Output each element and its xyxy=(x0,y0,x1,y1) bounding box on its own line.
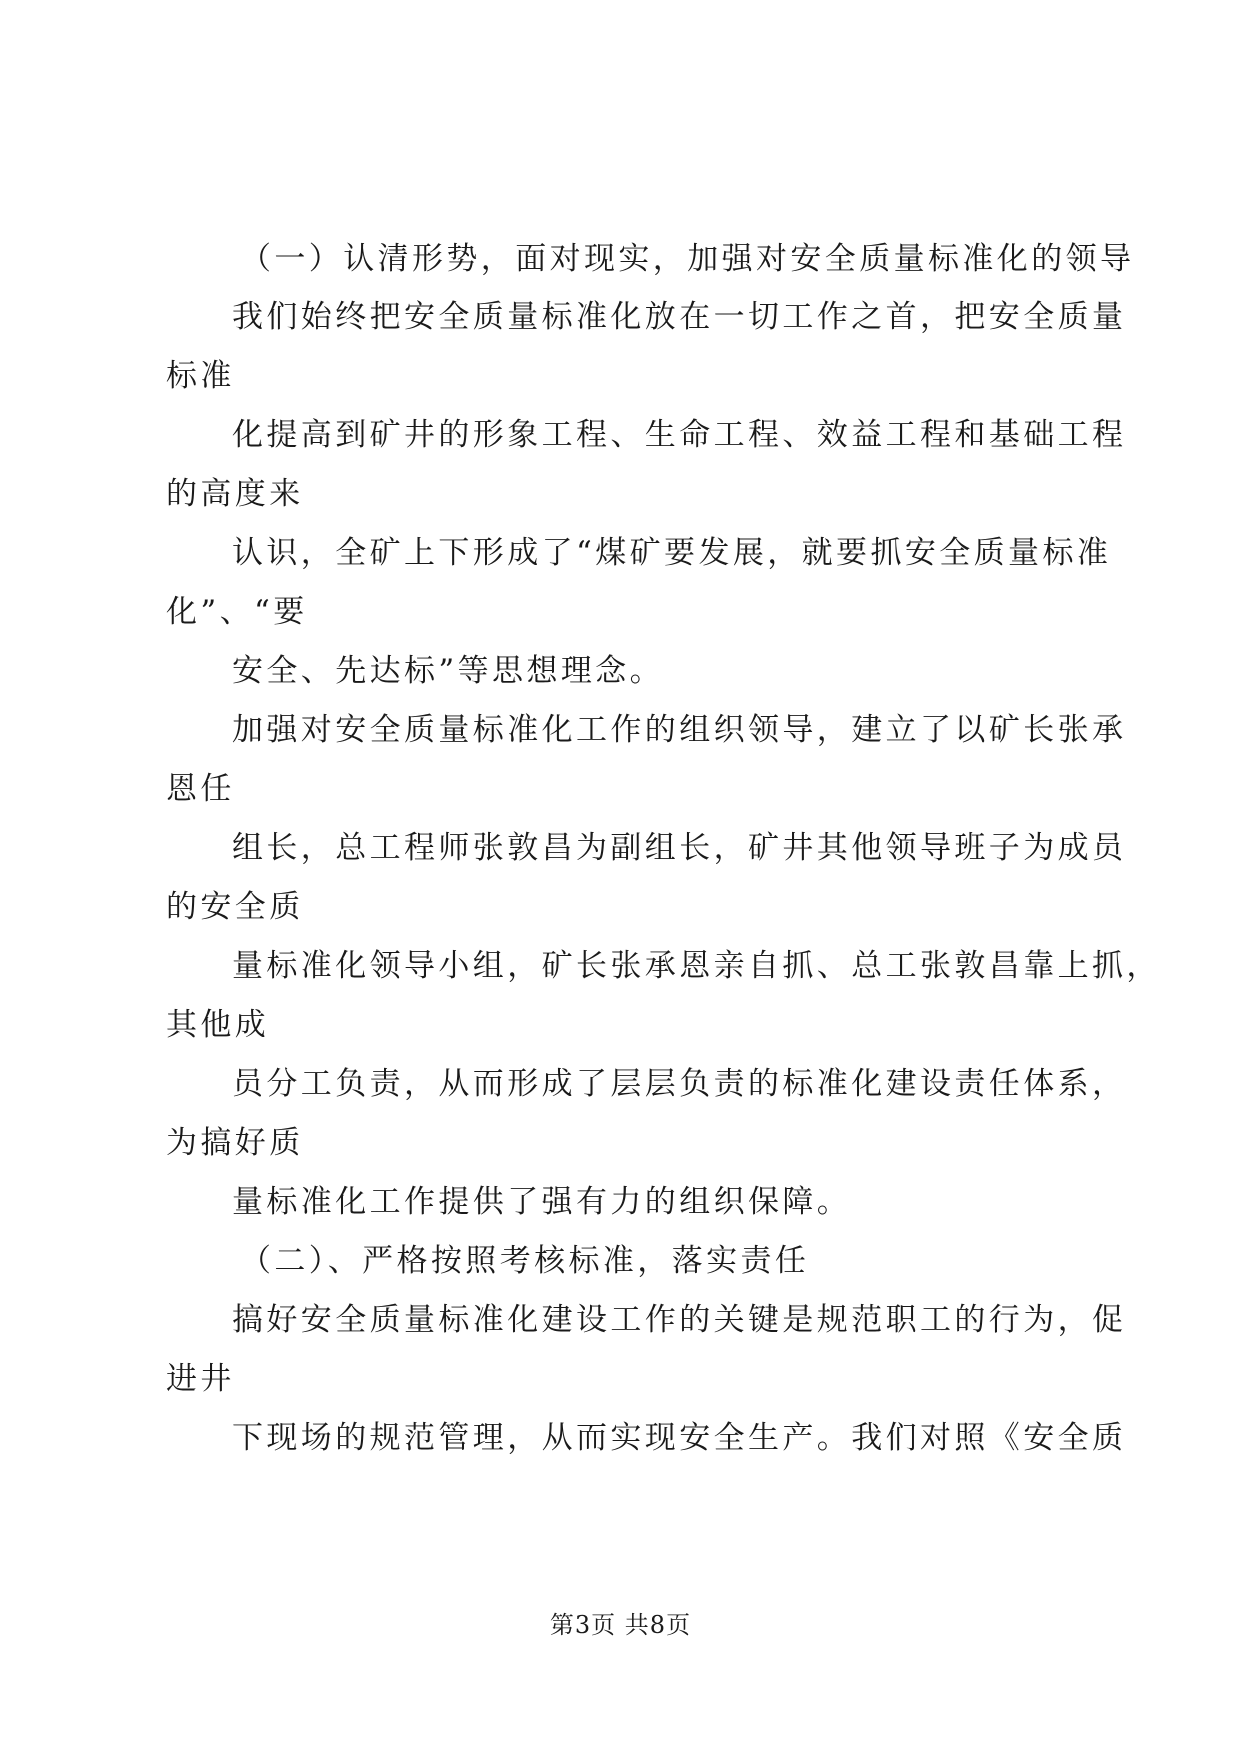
paragraph-line: 为搞好质 xyxy=(166,1125,304,1161)
paragraph-line: 组长，总工程师张敦昌为副组长，矿井其他领导班子为成员 xyxy=(232,830,1127,866)
paragraph-line: 量标准化领导小组，矿长张承恩亲自抓、总工张敦昌靠上抓， xyxy=(232,948,1161,984)
paragraph-line: 搞好安全质量标准化建设工作的关键是规范职工的行为，促 xyxy=(232,1302,1127,1338)
paragraph-line: 量标准化工作提供了强有力的组织保障。 xyxy=(232,1184,852,1220)
paragraph-line: 进井 xyxy=(166,1361,235,1397)
paragraph-line: 的安全质 xyxy=(166,889,304,925)
paragraph-line: 加强对安全质量标准化工作的组织领导，建立了以矿长张承 xyxy=(232,712,1127,748)
paragraph-line: 我们始终把安全质量标准化放在一切工作之首，把安全质量 xyxy=(232,299,1127,335)
paragraph-line: 安全、先达标”等思想理念。 xyxy=(232,653,665,689)
paragraph-line: 的高度来 xyxy=(166,476,304,512)
paragraph-line: 标准 xyxy=(166,358,235,394)
paragraph-line: 认识，全矿上下形成了“煤矿要发展，就要抓安全质量标准 xyxy=(232,535,1112,571)
paragraph-line: 其他成 xyxy=(166,1007,270,1043)
page-number-footer: 第3页 共8页 xyxy=(549,1611,692,1639)
section-heading-1: （一）认清形势，面对现实，加强对安全质量标准化的领导 xyxy=(240,241,1135,277)
paragraph-line: 下现场的规范管理，从而实现安全生产。我们对照《安全质 xyxy=(232,1420,1127,1456)
paragraph-line: 化提高到矿井的形象工程、生命工程、效益工程和基础工程 xyxy=(232,417,1127,453)
paragraph-line: 员分工负责，从而形成了层层负责的标准化建设责任体系， xyxy=(232,1066,1127,1102)
section-heading-2: （二）、严格按照考核标准，落实责任 xyxy=(240,1243,810,1279)
paragraph-line: 化”、“要 xyxy=(166,594,308,630)
paragraph-line: 恩任 xyxy=(166,771,235,807)
